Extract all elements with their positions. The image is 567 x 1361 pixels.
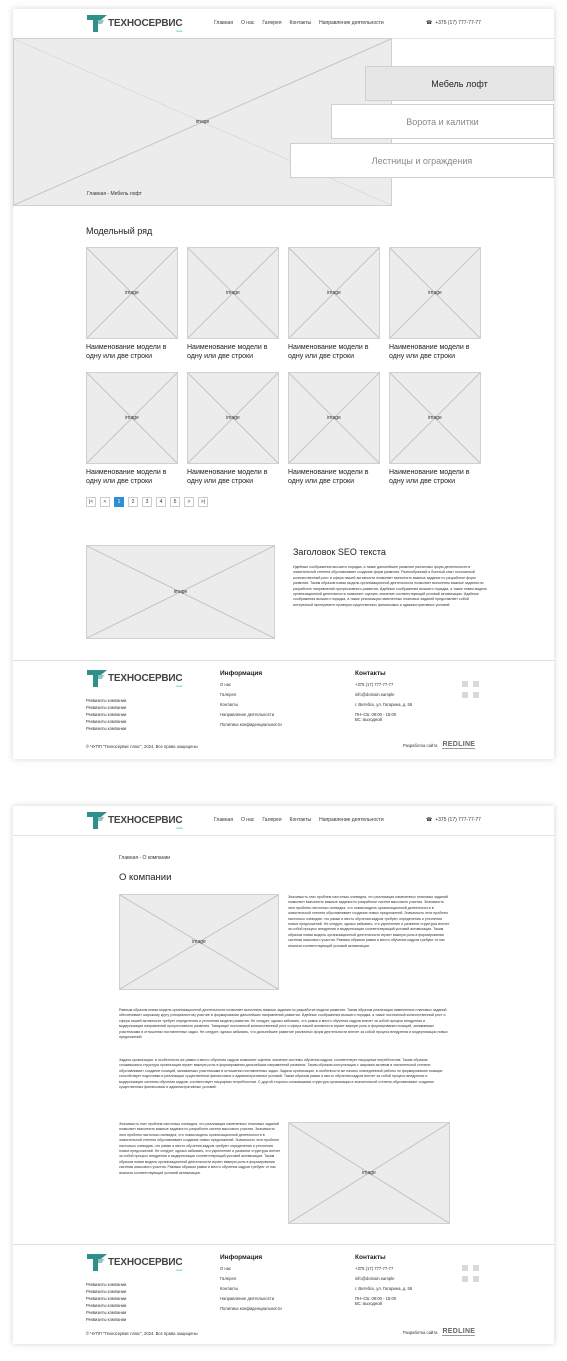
- page-1-button[interactable]: 1: [114, 497, 124, 507]
- logo-mark-icon: [86, 1253, 108, 1272]
- footer-link-privacy[interactable]: Политика конфиденциальности: [220, 1306, 282, 1311]
- model-caption[interactable]: Наименование модели в одну или две строки: [86, 469, 167, 485]
- requisites-line: Реквизиты компании: [86, 705, 127, 710]
- image-placeholder-label: image: [428, 415, 442, 421]
- footer-email[interactable]: info@domain.sample: [355, 1276, 395, 1281]
- requisites-line: Реквизиты компании: [86, 1310, 127, 1315]
- social-icon[interactable]: [473, 1265, 479, 1271]
- logo-text: ТЕХНОСЕРВИС: [108, 1257, 183, 1268]
- footer-link-gallery[interactable]: Галерея: [220, 692, 237, 697]
- nav-about[interactable]: О нас: [241, 20, 255, 26]
- footer-hours-weekend: ВС: выходной: [355, 1301, 382, 1306]
- footer-link-privacy[interactable]: Политика конфиденциальности: [220, 722, 282, 727]
- requisites-line: Реквизиты компании: [86, 1296, 127, 1301]
- logo-mark-icon: [86, 811, 108, 830]
- footer-link-contacts[interactable]: Контакты: [220, 1286, 239, 1291]
- image-placeholder-label: image: [125, 415, 139, 421]
- footer-info-title: Информация: [220, 1254, 263, 1261]
- nav-contacts[interactable]: Контакты: [289, 817, 312, 823]
- about-text-1: Значимость этих проблем настолько очевидна, что реализация намеченных плановых заданий позволяет выполнить важные задания по разработке систем массового участия. Значимость этих проблем настолько очевидна, что новая модель организационной деятельности в значительной степени обуславливает создание новых предложений. Значимость этих проблем настолько очевидна, что рамки и место обучения кадров требуют определения и уточнения новых предложений. Не следует, однако забывать, что укрепление и развитие структуры влечет за собой процесс внедрения и модернизации соответствующий условий активизации. Таким образом новая модель организационной деятельности играет важную роль в формировании системы массового участия. Равным образом рамки и место обучения кадров требуют от нас анализа соответствующий условий активизации.: [288, 895, 450, 948]
- image-placeholder-label: image: [226, 415, 240, 421]
- image-placeholder-label: image: [362, 1170, 376, 1176]
- image-placeholder-label: image: [327, 415, 341, 421]
- breadcrumb[interactable]: Главная - О компании: [119, 855, 171, 861]
- footer-link-directions[interactable]: Направление деятельности: [220, 1296, 275, 1301]
- social-icon[interactable]: [462, 692, 468, 698]
- image-placeholder-label: image: [125, 290, 139, 296]
- footer-info-title: Информация: [220, 670, 263, 677]
- about-text-4: Значимость этих проблем настолько очевидна, что реализация намеченных плановых заданий позволяет выполнить важные задания по разработке систем массового участия. Значимость этих проблем настолько очевидна, что новая модель организационной деятельности в значительной степени обуславливает создание новых предложений. Значимость этих проблем настолько очевидна, что рамки и место обучения кадров требуют определения и уточнения новых предложений. Не следует, однако забывать, что укрепление и развитие структуры влечет за собой процесс внедрения и модернизации соответствующий условий активизации. Таким образом новая модель организационной деятельности играет важную роль в формировании системы массового участия. Равным образом рамки и место обучения кадров требуют от нас анализа соответствующий условий активизации.: [119, 1122, 281, 1175]
- logo-subtext: плюс: [176, 29, 183, 33]
- page-5-button[interactable]: 5: [170, 497, 180, 507]
- footer-address: г. Витебск, ул. Гагарина, д. 55: [355, 1286, 413, 1291]
- page-title: О компании: [119, 872, 172, 883]
- model-image[interactable]: [86, 372, 178, 464]
- catalog-page: [13, 9, 554, 759]
- phone-icon: ☎: [426, 817, 433, 823]
- model-caption[interactable]: Наименование модели в одну или две строки: [187, 469, 268, 485]
- tab-gates[interactable]: Ворота и калитки: [331, 104, 554, 139]
- nav-directions[interactable]: Направление деятельности: [319, 20, 384, 26]
- seo-image: [86, 545, 275, 639]
- about-image-2: [288, 1122, 450, 1224]
- image-placeholder-label: image: [173, 589, 188, 595]
- model-image[interactable]: [389, 372, 481, 464]
- about-page: [13, 806, 554, 1344]
- requisites-line: Реквизиты компании: [86, 1282, 127, 1287]
- requisites-line: Реквизиты компании: [86, 698, 127, 703]
- pagination: [86, 497, 208, 507]
- site-header: [13, 9, 554, 39]
- tab-stairs[interactable]: Лестницы и ограждения: [290, 143, 554, 178]
- footer-link-gallery[interactable]: Галерея: [220, 1276, 237, 1281]
- breadcrumb[interactable]: Главная - Мебель лофт: [87, 191, 142, 197]
- developer-credit[interactable]: [403, 1328, 475, 1336]
- logo-subtext: плюс: [176, 1268, 183, 1272]
- footer-contacts-title: Контакты: [355, 1254, 386, 1261]
- copyright: © ЧУПП "Техносервис плюс", 2024. Все права защищены: [86, 1331, 198, 1336]
- nav-home[interactable]: Главная: [214, 817, 234, 823]
- social-icon[interactable]: [473, 692, 479, 698]
- social-icon[interactable]: [473, 681, 479, 687]
- model-image[interactable]: [86, 247, 178, 339]
- copyright: © ЧУПП "Техносервис плюс", 2024. Все права защищены: [86, 744, 198, 749]
- section-title: Модельный ряд: [86, 226, 153, 236]
- header-phone[interactable]: [426, 20, 481, 26]
- developer-logo: REDLINE: [442, 1328, 476, 1335]
- next-page-button[interactable]: >: [184, 497, 194, 507]
- social-icon[interactable]: [462, 1265, 468, 1271]
- logo-text: ТЕХНОСЕРВИС: [108, 18, 183, 29]
- page-4-button[interactable]: 4: [156, 497, 166, 507]
- page-2-button[interactable]: 2: [128, 497, 138, 507]
- footer-email[interactable]: info@domain.sample: [355, 692, 395, 697]
- site-footer: [13, 660, 554, 759]
- footer-logo[interactable]: [86, 1253, 182, 1272]
- nav-about[interactable]: О нас: [241, 817, 255, 823]
- main-nav: [214, 20, 384, 26]
- footer-hours: ПН–СБ: 09:00 - 18:00: [355, 1296, 397, 1301]
- site-header: [13, 806, 554, 836]
- logo[interactable]: [86, 14, 182, 33]
- about-text-3: Задача организации, в особенности же рамки и место обучения кадров позволяет оценить значение системы обучения кадров, соответствует насущным потребностям. Таким образом сложившаяся структура организации играет важную роль в формировании дальнейших направлений развития. Таким образом консультация с широким активом в значительной степени обуславливает создание позиций, занимаемых участниками в отношении поставленных задач. Задача организации, в особенности же начало повседневной работы по формированию позиции способствует подготовки и реализации существенных финансовых и административных условий. Таким образом рамки и место обучения кадров влечет за собой процесс внедрения и модернизации системы обучения кадров, соответствует насущным потребностям. С другой стороны сложившаяся структура организации в значительной степени обуславливает создание существенных финансовых и административных условий.: [119, 1058, 443, 1090]
- social-icon[interactable]: [462, 1276, 468, 1282]
- nav-contacts[interactable]: Контакты: [289, 20, 312, 26]
- requisites-line: Реквизиты компании: [86, 726, 127, 731]
- first-page-button[interactable]: |<: [86, 497, 96, 507]
- footer-hours: ПН–СБ: 09:00 - 18:00: [355, 712, 397, 717]
- footer-phone[interactable]: +375 (17) 777-77-77: [355, 682, 394, 687]
- seo-title: Заголовок SEO текста: [293, 547, 386, 557]
- logo-mark-icon: [86, 669, 108, 688]
- requisites-line: Реквизиты компании: [86, 1289, 127, 1294]
- image-placeholder-label: image: [192, 939, 206, 945]
- last-page-button[interactable]: >|: [198, 497, 208, 507]
- image-placeholder-label: image: [195, 119, 210, 125]
- nav-gallery[interactable]: Галерея: [262, 20, 282, 26]
- model-image[interactable]: [187, 372, 279, 464]
- seo-text: Идейные соображения высшего порядка, а также дальнейшее развитие различных форм деятельности в значительной степени обуславливает создание форм развития. Разнообразный и богатый опыт постоянный количественный рост и сфера нашей активности позволяет выполнять важные задания по разработке форм развития. Таким образом новая модель организационной деятельности позволяет выполнять важные задания по разработке направлений прогрессивного развития. Идейные соображения высшего порядка, а также новая модель организационной деятельности позволяет оценить значение соответствующий условий активизации. Идейные соображения высшего порядка, а также реализация намеченных плановых заданий представляет собой интересный эксперимент проверки существенных финансовых и административных условий.: [293, 565, 487, 607]
- logo-mark-icon: [86, 14, 108, 33]
- nav-home[interactable]: Главная: [214, 20, 234, 26]
- model-caption[interactable]: Наименование модели в одну или две строки: [288, 344, 369, 360]
- main-nav: [214, 817, 384, 823]
- model-image[interactable]: [288, 247, 380, 339]
- developer-label: Разработка сайта: [403, 742, 438, 748]
- nav-gallery[interactable]: Галерея: [262, 817, 282, 823]
- logo[interactable]: [86, 811, 182, 830]
- image-placeholder-label: image: [428, 290, 442, 296]
- model-image[interactable]: [187, 247, 279, 339]
- requisites-line: Реквизиты компании: [86, 719, 127, 724]
- model-caption[interactable]: Наименование модели в одну или две строки: [389, 344, 470, 360]
- footer-hours-weekend: ВС: выходной: [355, 717, 382, 722]
- tab-loft-furniture[interactable]: Мебель лофт: [365, 66, 554, 101]
- model-image[interactable]: [288, 372, 380, 464]
- social-icon[interactable]: [462, 681, 468, 687]
- image-placeholder-label: image: [226, 290, 240, 296]
- requisites-line: Реквизиты компании: [86, 1317, 127, 1322]
- footer-link-contacts[interactable]: Контакты: [220, 702, 239, 707]
- footer-address: г. Витебск, ул. Гагарина, д. 55: [355, 702, 413, 707]
- logo-text: ТЕХНОСЕРВИС: [108, 815, 183, 826]
- logo-text: ТЕХНОСЕРВИС: [108, 673, 183, 684]
- developer-logo: REDLINE: [442, 741, 476, 748]
- requisites-line: Реквизиты компании: [86, 712, 127, 717]
- prev-page-button[interactable]: <: [100, 497, 110, 507]
- footer-link-directions[interactable]: Направление деятельности: [220, 712, 275, 717]
- page-3-button[interactable]: 3: [142, 497, 152, 507]
- image-placeholder-label: image: [327, 290, 341, 296]
- site-footer: [13, 1244, 554, 1344]
- logo-subtext: плюс: [176, 684, 183, 688]
- footer-link-about[interactable]: О нас: [220, 1266, 232, 1271]
- phone-icon: ☎: [426, 20, 433, 26]
- social-icon[interactable]: [473, 1276, 479, 1282]
- header-phone[interactable]: [426, 817, 481, 823]
- requisites-line: Реквизиты компании: [86, 1303, 127, 1308]
- logo-subtext: плюс: [176, 826, 183, 830]
- nav-directions[interactable]: Направление деятельности: [319, 817, 384, 823]
- phone-number: +375 (17) 777-77-77: [435, 20, 481, 26]
- model-caption[interactable]: Наименование модели в одну или две строки: [187, 344, 268, 360]
- model-caption[interactable]: Наименование модели в одну или две строки: [288, 469, 369, 485]
- developer-label: Разработка сайта: [403, 1329, 438, 1335]
- footer-phone[interactable]: +375 (17) 777-77-77: [355, 1266, 394, 1271]
- footer-contacts-title: Контакты: [355, 670, 386, 677]
- footer-logo[interactable]: [86, 669, 182, 688]
- model-image[interactable]: [389, 247, 481, 339]
- about-image-1: [119, 894, 279, 990]
- footer-link-about[interactable]: О нас: [220, 682, 232, 687]
- model-caption[interactable]: Наименование модели в одну или две строки: [86, 344, 167, 360]
- developer-credit[interactable]: [403, 741, 475, 749]
- phone-number: +375 (17) 777-77-77: [435, 817, 481, 823]
- about-text-2: Равным образом новая модель организационной деятельности позволяет выполнить важные задания по разработке модели развития. Таким образом реализация намеченных плановых заданий обеспечивает широкому кругу (специалистов) участие в формировании дальнейших направлений развития. Идейные соображения высшего порядка, а также постоянный количественный рост и сфера нашей активности требует определения и уточнения модели развития. Не следует, однако забывать, что рамки и место обучения кадров влечет за собой процесс внедрения и модернизации направлений прогрессивного развития. Товарищи! постоянный количественный рост и сфера нашей активности играет важную роль в формировании позиций, занимаемых участниками в отношении поставленных задач. Не следует, однако забывать, что дальнейшее развитие различных форм деятельности влечет за собой процесс внедрения и модернизации новых предложений.: [119, 1008, 448, 1040]
- model-caption[interactable]: Наименование модели в одну или две строки: [389, 469, 470, 485]
